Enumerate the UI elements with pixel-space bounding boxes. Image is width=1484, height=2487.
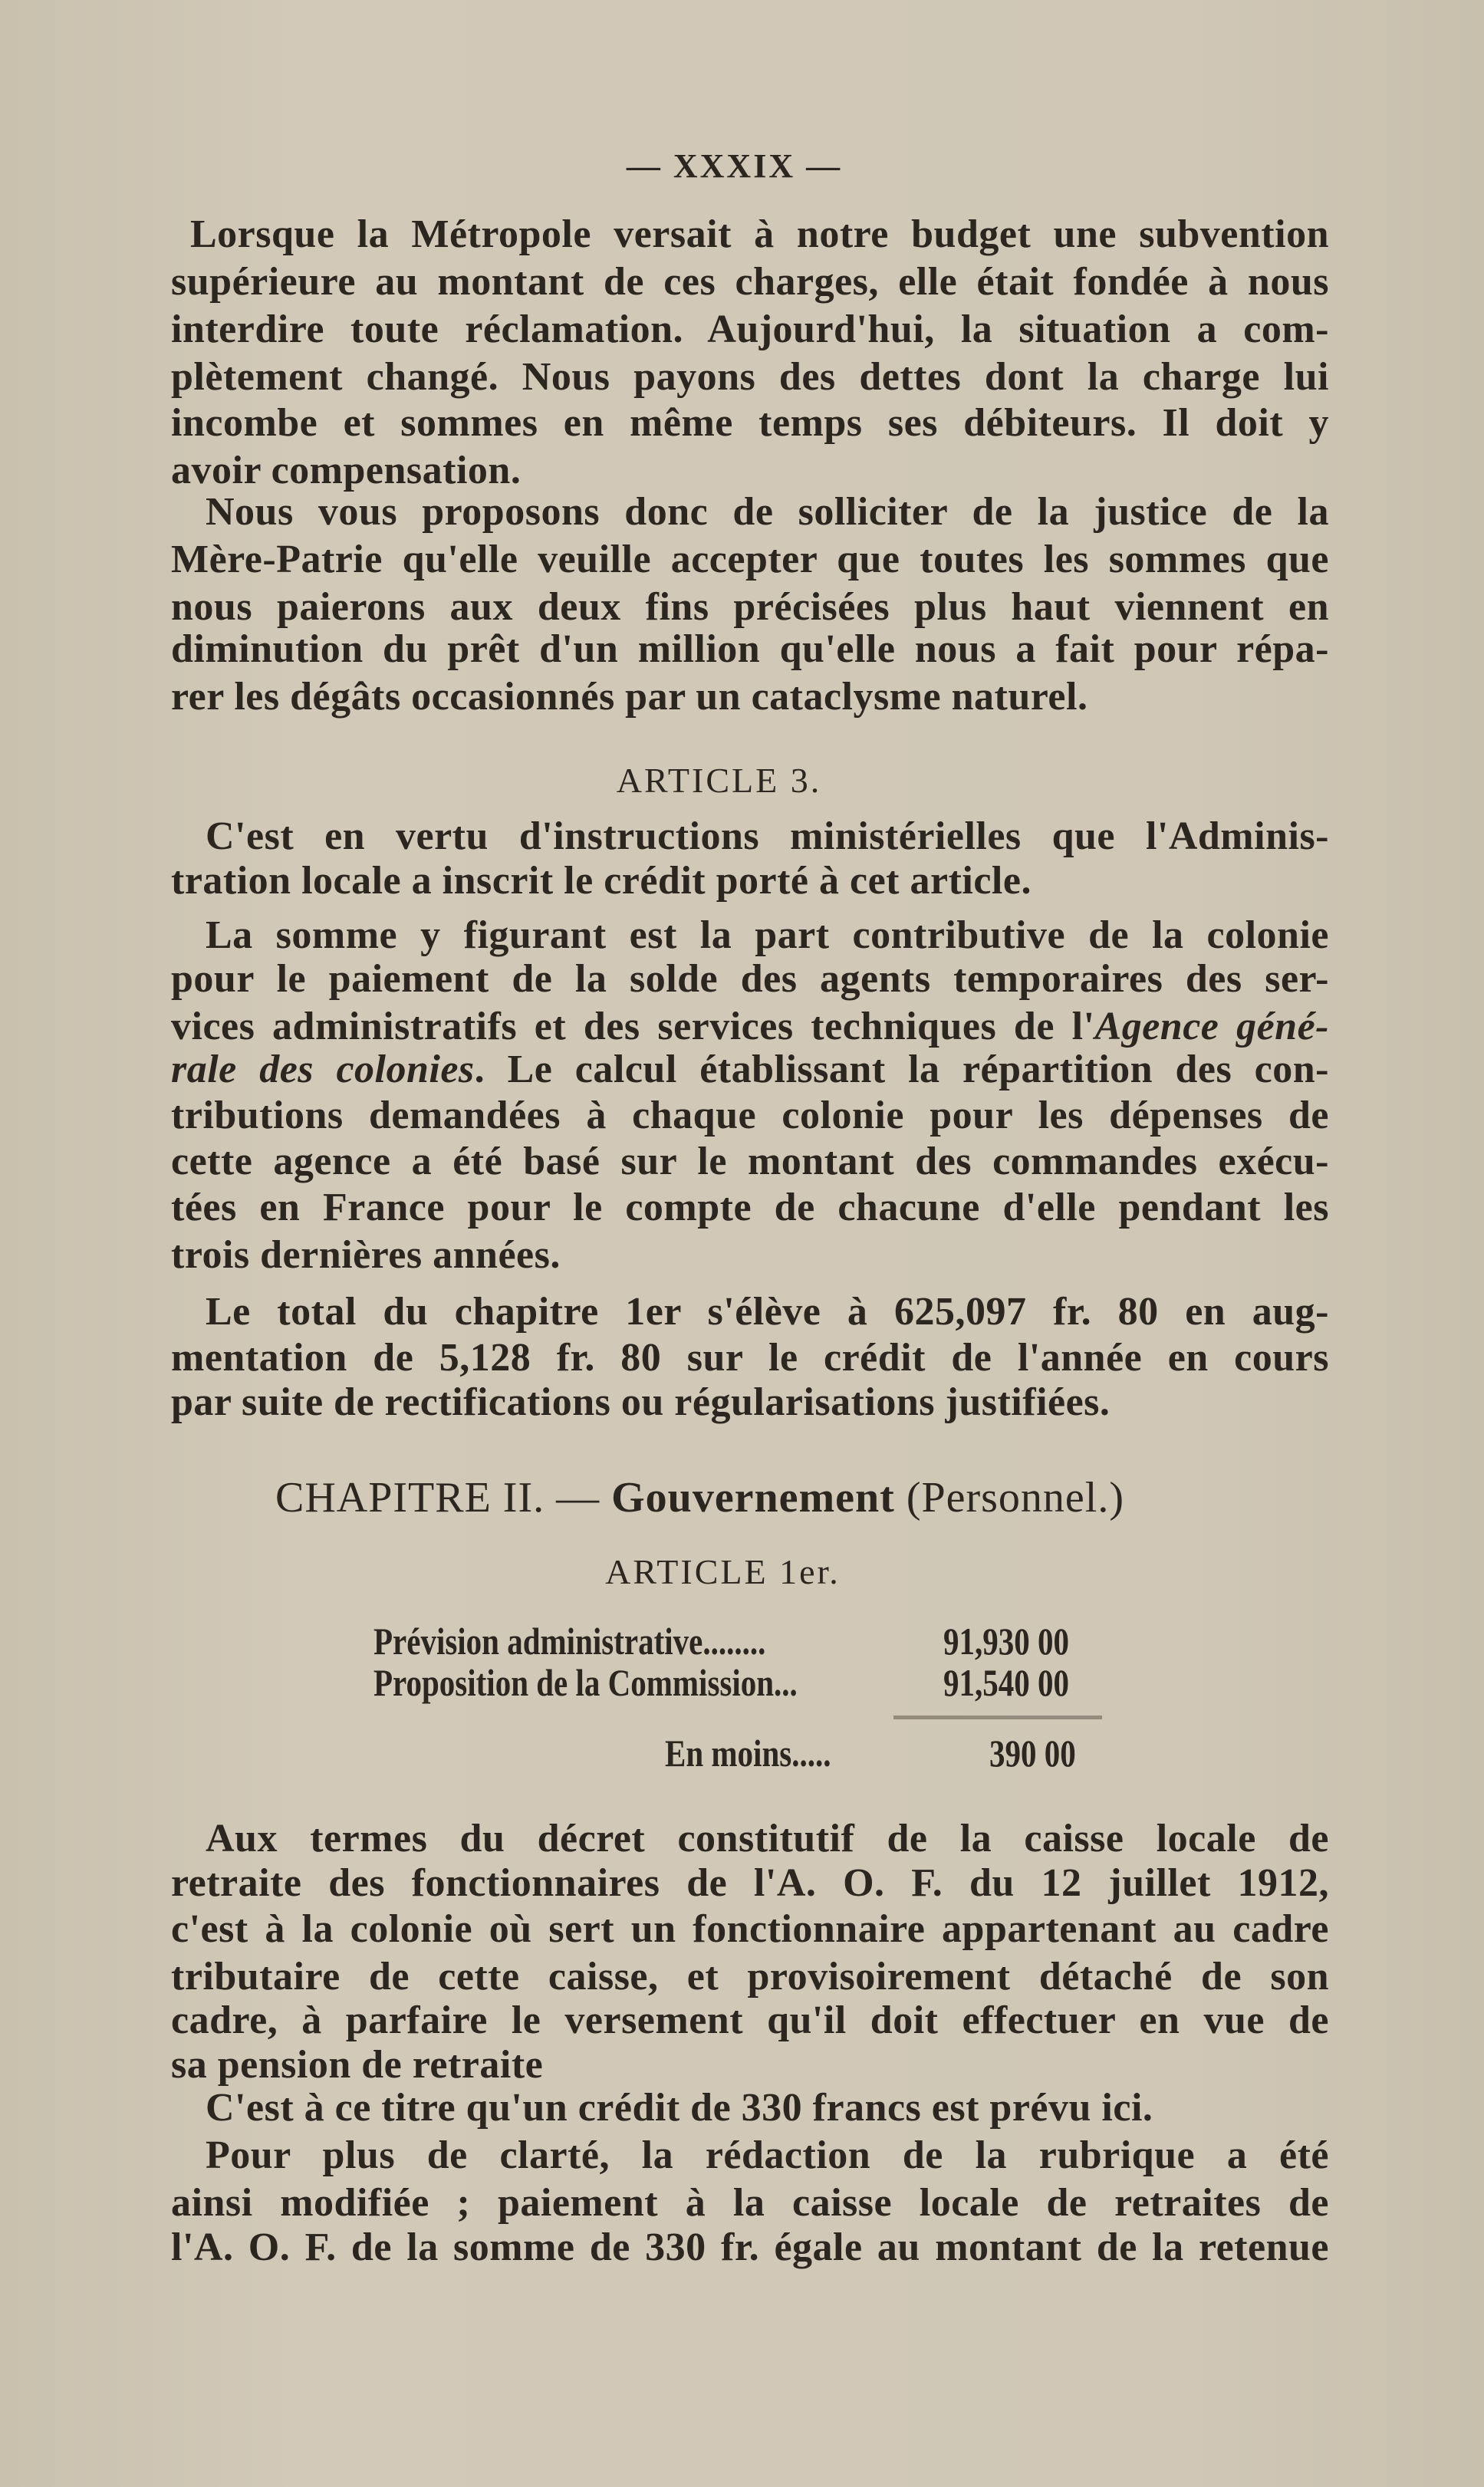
- budget-total-label: En moins.....: [665, 1732, 831, 1775]
- text-line: [171, 1046, 1329, 1094]
- text-line: l'A. O. F. de la somme de 330 fr. égale au montant de la retenue: [171, 2225, 1329, 2269]
- budget-row-value: 91,540 00: [943, 1661, 1069, 1704]
- text-line: La somme y figurant est la part contributive de la colonie: [206, 913, 1329, 957]
- text-line: trois dernières années.: [171, 1233, 561, 1277]
- italic-text: rale des colonies: [171, 1048, 475, 1091]
- text-line: Le total du chapitre 1er s'élève à 625,097 fr. 80 en aug-: [206, 1290, 1329, 1334]
- text-line: ainsi modifiée ; paiement à la caisse locale de retraites de: [171, 2181, 1329, 2225]
- italic-text: Agence géné-: [1094, 1005, 1330, 1048]
- text-line: rer les dégâts occasionnés par un cataclysme naturel.: [171, 675, 1088, 719]
- text-line: incombe et sommes en même temps ses débiteurs. Il doit y: [171, 401, 1329, 445]
- budget-row-value: 91,930 00: [943, 1620, 1069, 1663]
- text-line: [171, 1003, 1329, 1051]
- text-line: diminution du prêt d'un million qu'elle nous a fait pour répa-: [171, 627, 1329, 671]
- budget-row-label: Prévision administrative........: [373, 1620, 766, 1663]
- text-line: avoir compensation.: [171, 449, 522, 492]
- budget-row-label: Proposition de la Commission...: [373, 1661, 798, 1704]
- text-line: tributions demandées à chaque colonie pour les dépenses de: [171, 1094, 1329, 1137]
- chapter-prefix: CHAPITRE II. —: [275, 1474, 612, 1521]
- text-line: C'est en vertu d'instructions ministérielles que l'Adminis-: [206, 814, 1329, 858]
- article-3-heading: ARTICLE 3.: [616, 761, 822, 800]
- sum-rule-divider: [893, 1716, 1102, 1719]
- article-1-heading: ARTICLE 1er.: [605, 1552, 841, 1591]
- text-line: cette agence a été basé sur le montant des commandes exécu-: [171, 1140, 1329, 1183]
- text-line: C'est à ce titre qu'un crédit de 330 francs est prévu ici.: [206, 2086, 1153, 2130]
- chapter-title: Gouvernement: [611, 1474, 895, 1521]
- text-line: cadre, à parfaire le versement qu'il doit effectuer en vue de: [171, 1998, 1329, 2042]
- text-line: Aux termes du décret constitutif de la caisse locale de: [206, 1817, 1329, 1860]
- text-line: mentation de 5,128 fr. 80 sur le crédit de l'année en cours: [171, 1336, 1329, 1380]
- text-line: nous paierons aux deux fins précisées plus haut viennent en: [171, 585, 1329, 629]
- text-line: pour le paiement de la solde des agents temporaires des ser-: [171, 957, 1329, 1001]
- text-line: par suite de rectifications ou régularisations justifiées.: [171, 1380, 1111, 1424]
- text-span: vices administratifs et des services techniques de l': [171, 1005, 1095, 1048]
- text-line: c'est à la colonie où sert un fonctionnaire appartenant au cadre: [171, 1907, 1329, 1951]
- text-line: Lorsque la Métropole versait à notre budget une subvention: [190, 212, 1329, 256]
- text-line: Pour plus de clarté, la rédaction de la rubrique a été: [206, 2133, 1329, 2177]
- text-line: Nous vous proposons donc de solliciter de la justice de la: [206, 490, 1329, 534]
- page-number-header: — XXXIX —: [626, 147, 843, 185]
- text-line: tributaire de cette caisse, et provisoirement détaché de son: [171, 1955, 1329, 1998]
- text-line: sa pension de retraite: [171, 2043, 544, 2087]
- budget-total-value: 390 00: [989, 1732, 1076, 1775]
- text-line: supérieure au montant de ces charges, elle était fondée à nous: [171, 260, 1329, 304]
- text-line: tées en France pour le compte de chacune d'elle pendant les: [171, 1186, 1329, 1229]
- chapter-suffix: (Personnel.): [894, 1474, 1124, 1521]
- text-line: tration locale a inscrit le crédit porté à cet article.: [171, 859, 1032, 903]
- text-line: interdire toute réclamation. Aujourd'hui, la situation a com-: [171, 308, 1329, 351]
- text-span: . Le calcul établissant la répartition des con-: [474, 1048, 1329, 1091]
- text-line: Mère-Patrie qu'elle veuille accepter que toutes les sommes que: [171, 538, 1329, 581]
- text-line: retraite des fonctionnaires de l'A. O. F. du 12 juillet 1912,: [171, 1861, 1329, 1905]
- text-line: plètement changé. Nous payons des dettes dont la charge lui: [171, 355, 1329, 399]
- chapter-heading: [0, 1475, 1442, 1521]
